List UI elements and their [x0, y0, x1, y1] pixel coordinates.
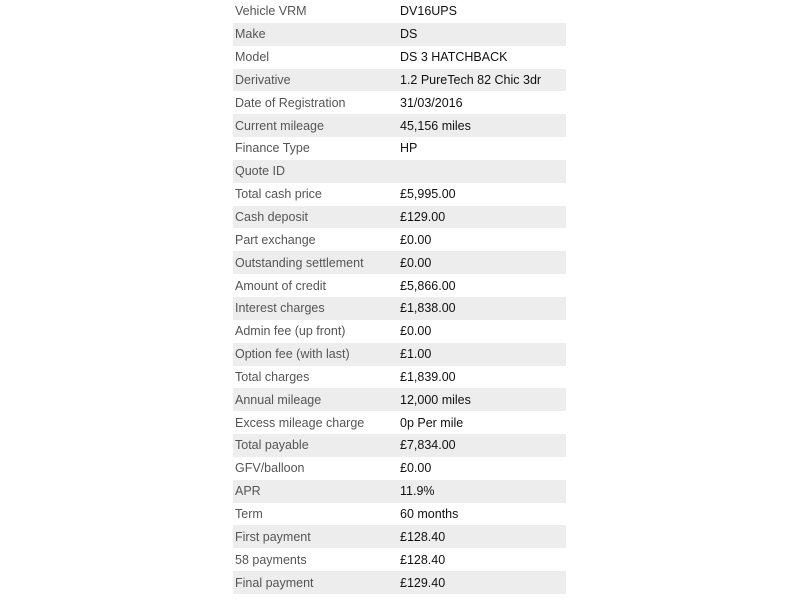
row-value: £1,838.00	[400, 301, 456, 316]
row-value: 11.9%	[400, 484, 435, 499]
row-label: Derivative	[235, 72, 291, 87]
row-value: DS 3 HATCHBACK	[400, 50, 508, 65]
row-value: £7,834.00	[400, 438, 456, 453]
row-admin-fee	[233, 320, 566, 343]
row-value: 45,156 miles	[400, 118, 471, 133]
row-value: £0.00	[400, 255, 432, 270]
row-58-payments	[233, 548, 566, 571]
row-total-charges	[233, 366, 566, 389]
row-total-payable	[233, 434, 566, 457]
row-value: £129.40	[400, 575, 446, 590]
row-label: Final payment	[235, 575, 314, 590]
row-label: Model	[235, 50, 270, 65]
row-quote-id	[233, 160, 566, 183]
row-label: APR	[235, 484, 261, 499]
row-derivative	[233, 69, 566, 92]
row-label: Make	[235, 27, 266, 42]
row-cash-deposit	[233, 206, 566, 229]
row-total-cash-price	[233, 183, 566, 206]
row-label: Interest charges	[235, 301, 325, 316]
row-date-of-registration	[233, 91, 566, 114]
row-value: £128.40	[400, 552, 446, 567]
row-label: Admin fee (up front)	[235, 324, 346, 339]
row-option-fee	[233, 343, 566, 366]
row-value: £5,995.00	[400, 187, 456, 202]
row-value: £1.00	[400, 347, 432, 362]
row-label: Outstanding settlement	[235, 255, 364, 270]
row-label: Part exchange	[235, 232, 316, 247]
row-value: £1,839.00	[400, 369, 456, 384]
row-term	[233, 503, 566, 526]
row-label: Cash deposit	[235, 210, 308, 225]
row-value: 12,000 miles	[400, 392, 471, 407]
row-value: DV16UPS	[400, 4, 457, 19]
row-make	[233, 23, 566, 46]
row-current-mileage	[233, 114, 566, 137]
row-label: Total cash price	[235, 187, 322, 202]
row-first-payment	[233, 525, 566, 548]
row-value: 60 months	[400, 506, 459, 521]
row-label: Term	[235, 506, 263, 521]
row-label: 58 payments	[235, 552, 307, 567]
row-annual-mileage	[233, 388, 566, 411]
row-value: £0.00	[400, 461, 432, 476]
row-value: £0.00	[400, 232, 432, 247]
row-label: Excess mileage charge	[235, 415, 365, 430]
row-value: 0p Per mile	[400, 415, 464, 430]
row-apr	[233, 480, 566, 503]
row-final-payment	[233, 571, 566, 594]
row-finance-type	[233, 137, 566, 160]
row-vehicle-vrm	[233, 0, 566, 23]
row-value: HP	[400, 141, 418, 156]
row-value: £0.00	[400, 324, 432, 339]
row-value: 1.2 PureTech 82 Chic 3dr	[400, 72, 542, 87]
row-label: Quote ID	[235, 164, 286, 179]
row-label: Finance Type	[235, 141, 310, 156]
row-value: £5,866.00	[400, 278, 456, 293]
row-value: £129.00	[400, 210, 446, 225]
row-part-exchange	[233, 228, 566, 251]
row-label: Option fee (with last)	[235, 347, 350, 362]
row-label: Amount of credit	[235, 278, 327, 293]
row-label: Total payable	[235, 438, 309, 453]
row-label: First payment	[235, 529, 311, 544]
row-label: Date of Registration	[235, 95, 346, 110]
row-value: DS	[400, 27, 418, 42]
row-label: Annual mileage	[235, 392, 322, 407]
row-label: Current mileage	[235, 118, 324, 133]
row-gfv-balloon	[233, 457, 566, 480]
row-value: 31/03/2016	[400, 95, 463, 110]
row-label: GFV/balloon	[235, 461, 305, 476]
finance-quote-table	[233, 0, 566, 594]
row-outstanding-settlement	[233, 251, 566, 274]
row-value: £128.40	[400, 529, 446, 544]
row-amount-of-credit	[233, 274, 566, 297]
row-excess-mileage-charge	[233, 411, 566, 434]
row-model	[233, 46, 566, 69]
row-interest-charges	[233, 297, 566, 320]
row-label: Vehicle VRM	[235, 4, 307, 19]
row-label: Total charges	[235, 369, 310, 384]
